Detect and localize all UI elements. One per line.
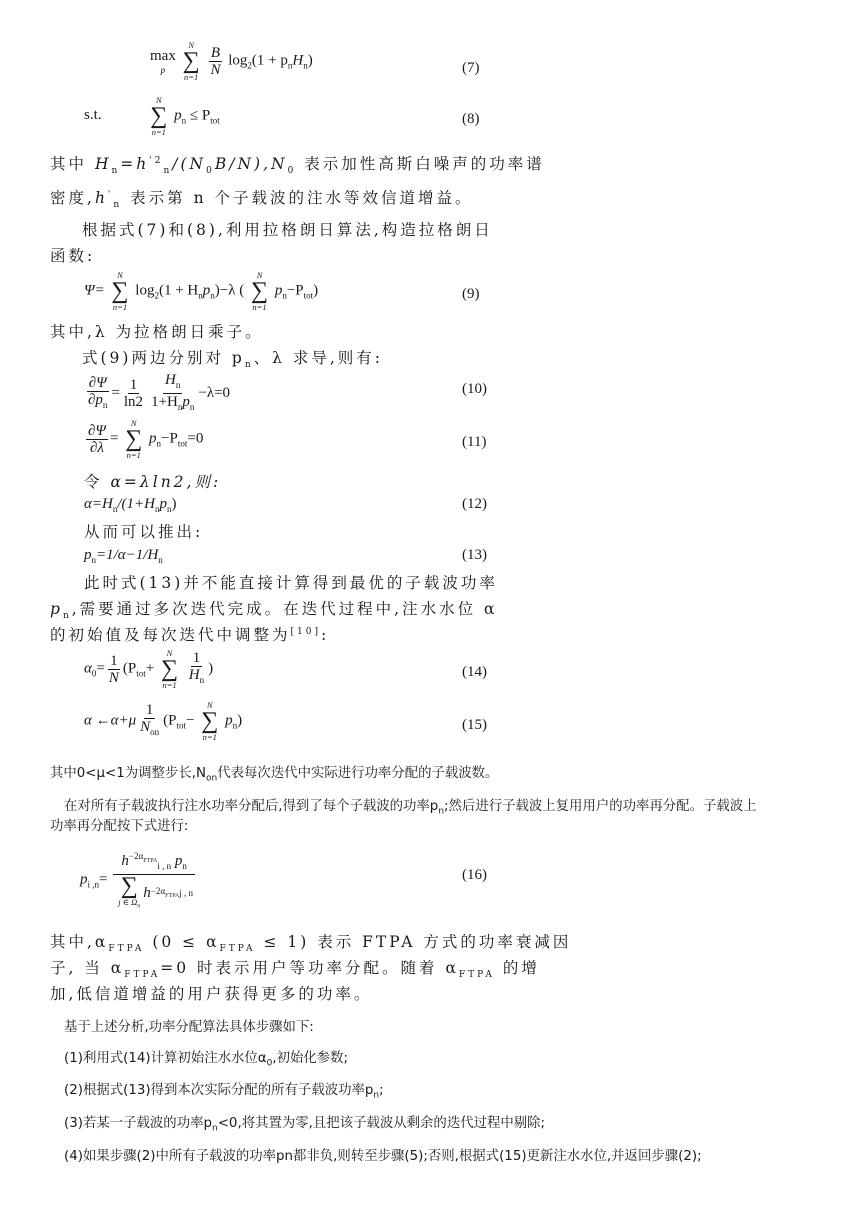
paragraph-iteration-line2: $p_n$,需要通过多次迭代完成。在迭代过程中,注水水位 α [50,600,498,622]
paragraph-lagrange-line1: 根据式(7)和(8),利用拉格朗日算法,构造拉格朗日 [82,221,493,239]
equation-11: $\frac{\partial\Psi}{\partial\lambda}$ = N ∑ n=1 $p_n-P_{tot}=0$ [88,418,204,460]
equation-12: $\alpha=H_n/(1+H_np_n)$ [84,496,177,514]
equation-number-15: (15) [462,717,487,733]
equation-number-7: (7) [462,60,480,76]
paragraph-iteration-line1: 此时式(13)并不能直接计算得到最优的子载波功率 [84,574,498,592]
equation-number-13: (13) [462,547,487,563]
step-2: (2)根据式(13)得到本次实际分配的所有子载波功率$p_n$; [64,1083,384,1101]
ftpa-para-line1: 其中$,\alpha_{FTPA}$ $(0 \le \alpha_{FTPA} \le 1)$ 表示 FTPA 方式的功率衰减因 [50,933,572,955]
derive-line: 从而可以推出: [84,523,204,541]
equation-15: α ←α+μ $\frac{1}{N_{on}}$ ($P_{tot}-$ N ∑ n=1 $p_n$) [84,700,243,742]
equation-number-12: (12) [462,496,487,512]
redistribution-para-line1: 在对所有子载波执行注水功率分配后,得到了每个子载波的功率$p_n$;然后进行子载波上复用用户的功率再分配。子载波上 [64,799,757,817]
steps-intro: 基于上述分析,功率分配算法具体步骤如下: [64,1020,314,1035]
equation-number-10: (10) [462,381,487,397]
redistribution-para-line2: 功率再分配按下式进行: [50,819,189,834]
step-4: (4)如果步骤(2)中所有子载波的功率pn都非负,则转至步骤(5);否则,根据式(15)更新注水水位,并返回步骤(2); [64,1149,702,1164]
summation: N ∑ n=1 [182,40,200,82]
paragraph-definition-line1: 其中 $H_n=h^{'2}_n/(N_0B/N),N_0$ 表示加性高斯白噪声的功率谱 [50,155,545,177]
step-3: (3)若某一子载波的功率$p_n<0$,将其置为零,且把该子载波从剩余的迭代过程中剔除; [64,1116,546,1134]
equation-14: $\alpha_0=$ $\frac{1}{N}$ ($P_{tot}+$ N ∑ n=1 $\frac{1}{H_n}$ ) [84,648,214,690]
equation-13: $p_n=1/\alpha-1/H_n$ [84,547,163,565]
let-alpha-line: 令 α=λln2,则: [84,473,222,491]
equation-number-16: (16) [462,867,487,883]
max-operator: max [150,47,176,64]
equation-number-14: (14) [462,664,487,680]
step-size-note: 其中0<μ<1为调整步长$,N_{on}$代表每次迭代中实际进行功率分配的子载波数。 [50,766,499,784]
step-1: (1)利用式(14)计算初始注水水位$\alpha_0$,初始化参数; [64,1051,349,1069]
paragraph-iteration-line3: 的初始值及每次迭代中调整为[10]: [50,626,330,644]
equation-7: max p N ∑ n=1 $\frac{B}{N}$ $\log_2(1 + p_nH_n)$ [150,40,313,82]
ftpa-para-line3: 加,低信道增益的用户获得更多的功率。 [50,985,373,1003]
equation-9: Ψ= N ∑ n=1 $\log_2(1 + H_np_n)-\lambda$ ( N ∑ n=1 $p_n-P_{tot}$) [84,270,319,312]
equation-16: $p_{i ,n}=$ $h^{-2\alpha_{FTPA}}_{i , n}$ $p_n$ ∑ j ∈ $\Omega_n$ h $-2\alpha_{FTPA}$ j , n [80,848,197,912]
paragraph-derivative: 式(9)两边分别对 $p_n$、λ 求导,则有: [82,349,384,371]
citation-ref: [10] [290,626,321,637]
equation-8: s.t. N ∑ n=1 $p_n \le P_{tot}$ [84,95,220,137]
summation: N ∑ n=1 [150,95,168,137]
equation-number-11: (11) [462,434,487,450]
ftpa-para-line2: 子, 当 $\alpha_{FTPA}=0$ 时表示用户等功率分配。随着 $\alpha_{FTPA}$ 的增 [50,959,540,981]
paragraph-lagrange-line2: 函数: [50,247,96,265]
fraction: $\frac{B}{N}$ [210,44,221,78]
equation-number-9: (9) [462,286,480,302]
equation-10: $\frac{\partial\Psi}{\partial p_n}$ = $\frac{1}{\ln 2}$ $\frac{H_n}{1+H_np_n}$ −λ=0 [88,372,231,412]
paragraph-lambda: 其中,λ 为拉格朗日乘子。 [50,323,264,341]
paragraph-definition-line2: 密度$,h'_n$ 表示第 n 个子载波的注水等效信道增益。 [50,189,474,211]
equation-number-8: (8) [462,111,480,127]
